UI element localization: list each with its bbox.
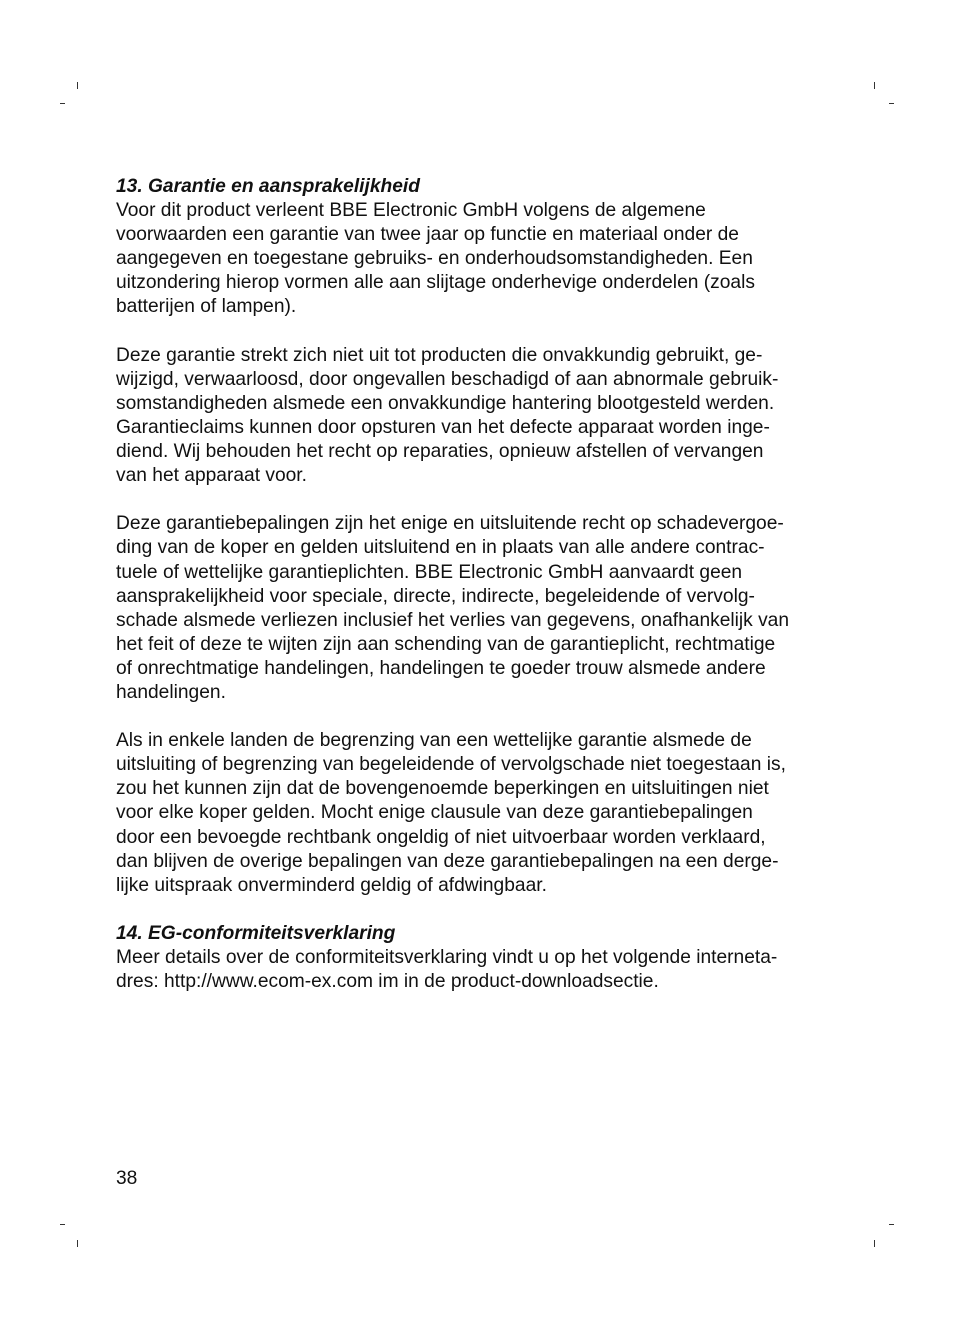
crop-mark-bottom-left-vertical xyxy=(77,1240,78,1247)
paragraph xyxy=(116,512,826,705)
text-line: tuele of wettelijke garantieplichten. BBE Electronic GmbH aanvaardt geen xyxy=(116,561,743,583)
text-line: dan blijven de overige bepalingen van deze garantiebepalingen na een derge- xyxy=(116,850,779,872)
text-line: handelingen. xyxy=(116,681,226,703)
paragraph xyxy=(116,344,826,489)
crop-mark-top-right-horizontal xyxy=(889,103,894,104)
section-heading-ec-conformity: 14. EG-conformiteitsverklaring xyxy=(116,922,396,944)
text-line: aansprakelijkheid voor speciale, directe, indirecte, begeleidende of vervolg- xyxy=(116,585,755,607)
text-line: Voor dit product verleent BBE Electronic GmbH volgens de algemene xyxy=(116,200,706,222)
section-ec-conformity xyxy=(116,922,826,994)
text-line: voor elke koper gelden. Mocht enige clausule van deze garantiebepalingen xyxy=(116,802,753,824)
text-line: van het apparaat voor. xyxy=(116,465,307,487)
text-line: voorwaarden een garantie van twee jaar op functie en materiaal onder de xyxy=(116,224,739,246)
text-line: uitsluiting of begrenzing van begeleidende of vervolgschade niet toegestaan is, xyxy=(116,754,786,776)
text-line: schade alsmede verliezen inclusief het verlies van gegevens, onafhankelijk van xyxy=(116,609,790,631)
text-line: somstandigheden alsmede een onvakkundige hantering blootgesteld werden. xyxy=(116,392,775,414)
paragraph xyxy=(116,946,826,994)
text-line: door een bevoegde rechtbank ongeldig of niet uitvoerbaar worden verklaard, xyxy=(116,826,766,848)
text-line: Meer details over de conformiteitsverklaring vindt u op het volgende interneta- xyxy=(116,947,778,968)
crop-mark-bottom-right-vertical xyxy=(874,1240,875,1247)
document-body xyxy=(116,175,826,994)
section-heading-warranty: 13. Garantie en aansprakelijkheid xyxy=(116,176,420,197)
text-line: dres: http://www.ecom-ex.com im in de product-downloadsectie. xyxy=(116,971,659,993)
text-line: uitzondering hierop vormen alle aan slijtage onderhevige onderdelen (zoals xyxy=(116,272,755,294)
text-line: diend. Wij behouden het recht op reparaties, opnieuw afstellen of vervangen xyxy=(116,441,764,463)
text-line: of onrechtmatige handelingen, handelingen te goeder trouw alsmede andere xyxy=(116,657,766,679)
paragraph xyxy=(116,729,826,898)
text-line: Als in enkele landen de begrenzing van een wettelijke garantie alsmede de xyxy=(116,730,752,752)
crop-mark-top-left-vertical xyxy=(77,82,78,89)
text-line: Garantieclaims kunnen door opsturen van het defecte apparaat worden inge- xyxy=(116,416,770,438)
crop-mark-top-right-vertical xyxy=(874,82,875,89)
section-warranty xyxy=(116,175,826,922)
text-line: lijke uitspraak onverminderd geldig of afdwingbaar. xyxy=(116,874,547,896)
text-line: zou het kunnen zijn dat de bovengenoemde beperkingen en uitsluitingen niet xyxy=(116,778,769,800)
text-line: het feit of deze te wijten zijn aan schending van de garantieplicht, rechtmatige xyxy=(116,633,776,655)
crop-mark-top-left-horizontal xyxy=(60,103,65,104)
text-line: Deze garantiebepalingen zijn het enige en uitsluitende recht op schadevergoe- xyxy=(116,513,784,535)
crop-mark-bottom-right-horizontal xyxy=(889,1224,894,1225)
paragraph xyxy=(116,199,826,319)
text-line: ding van de koper en gelden uitsluitend en in plaats van alle andere contrac- xyxy=(116,537,765,559)
text-line: batterijen of lampen). xyxy=(116,296,297,318)
text-line: Deze garantie strekt zich niet uit tot producten die onvakkundig gebruikt, ge- xyxy=(116,344,763,366)
text-line: aangegeven en toegestane gebruiks- en onderhoudsomstandigheden. Een xyxy=(116,248,753,270)
crop-mark-bottom-left-horizontal xyxy=(60,1224,65,1225)
text-line: wijzigd, verwaarloosd, door ongevallen beschadigd of aan abnormale gebruik- xyxy=(116,368,779,390)
page-number: 38 xyxy=(116,1168,138,1189)
